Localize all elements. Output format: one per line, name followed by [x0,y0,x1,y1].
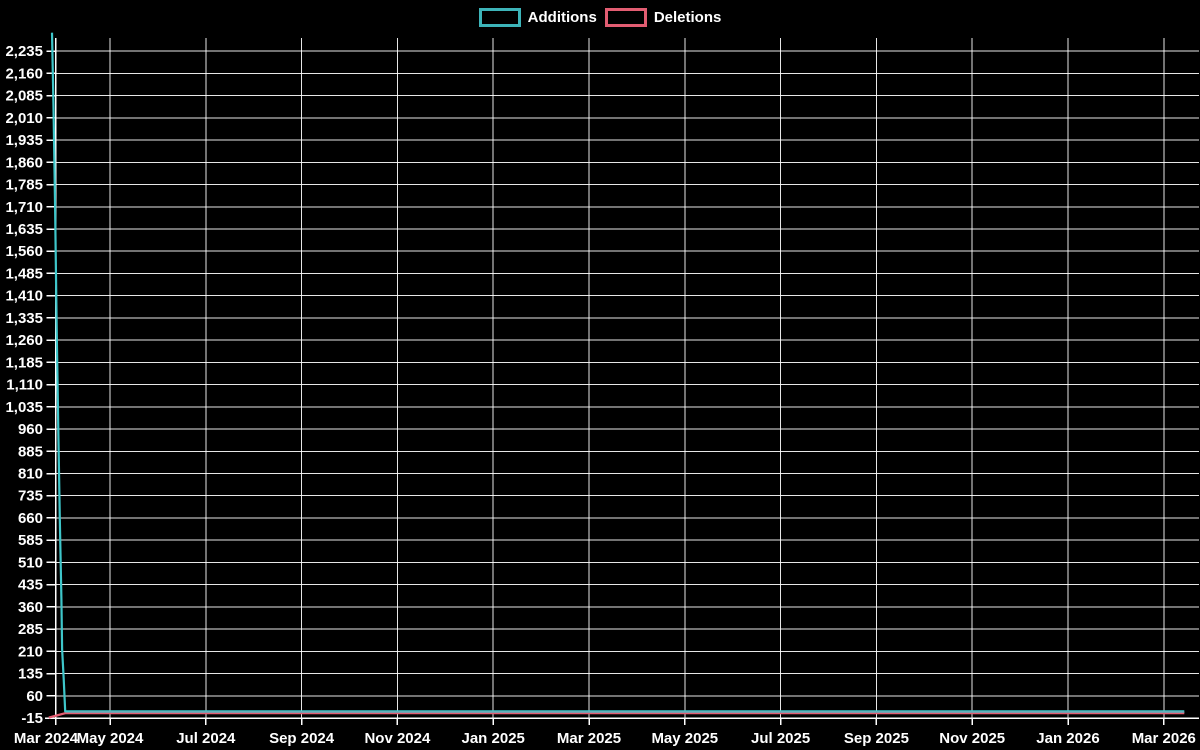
y-tick-label: 1,560 [5,243,43,261]
y-tick-label: 735 [17,487,43,505]
x-tick-label: Jan 2025 [461,730,525,747]
legend-item-additions[interactable] [479,8,597,27]
deletions-line [49,713,1185,717]
y-tick-label: 2,085 [5,87,43,105]
y-tick-label: 285 [17,621,43,639]
y-tick-label: 1,410 [5,287,43,305]
legend-label-additions: Additions [527,9,597,26]
deletions-swatch-icon [605,8,647,27]
y-tick-label: 585 [17,532,43,550]
x-tick-label: May 2024 [76,730,144,747]
x-tick-label: Mar 2026 [1131,730,1196,747]
legend-label-deletions: Deletions [653,9,722,26]
x-tick-label: Jan 2026 [1036,730,1100,747]
y-tick-label: 660 [17,509,43,527]
additions-line [52,33,1184,712]
y-tick-label: 960 [17,421,43,439]
y-tick-label: 885 [17,443,43,461]
y-tick-label: 810 [17,465,43,483]
y-tick-label: 1,185 [5,354,43,372]
y-tick-label: 1,785 [5,176,43,194]
chart-legend [0,8,1200,27]
y-tick-label: 2,160 [5,65,43,83]
x-tick-label: Nov 2025 [939,730,1006,747]
y-tick-label: 2,010 [5,109,43,127]
y-tick-label: 360 [17,598,43,616]
x-tick-label: Sep 2024 [269,730,335,747]
y-tick-label: 1,635 [5,221,43,239]
y-tick-label: 1,035 [5,398,43,416]
y-tick-label: 60 [26,687,43,705]
y-tick-label: 135 [17,665,43,683]
x-tick-label: Sep 2025 [843,730,909,747]
y-tick-label: -15 [21,710,43,727]
y-tick-label: 1,710 [5,198,43,216]
y-tick-label: 2,235 [5,43,43,61]
y-tick-label: 510 [17,554,43,572]
y-tick-label: 1,935 [5,132,43,150]
x-tick-label: Mar 2024 [13,730,79,747]
x-tick-label: Jul 2024 [176,730,236,747]
y-tick-label: 1,260 [5,332,43,350]
x-tick-label: Mar 2025 [556,730,622,747]
y-tick-label: 1,335 [5,309,43,327]
y-tick-label: 210 [17,643,43,661]
y-tick-label: 435 [17,576,43,594]
y-tick-label: 1,485 [5,265,43,283]
x-tick-label: May 2025 [651,730,719,747]
y-tick-label: 1,110 [6,376,43,394]
legend-item-deletions[interactable] [605,8,722,27]
y-tick-label: 1,860 [5,154,43,172]
additions-swatch-icon [479,8,521,27]
x-tick-label: Jul 2025 [750,730,811,747]
x-tick-label: Nov 2024 [364,730,431,747]
